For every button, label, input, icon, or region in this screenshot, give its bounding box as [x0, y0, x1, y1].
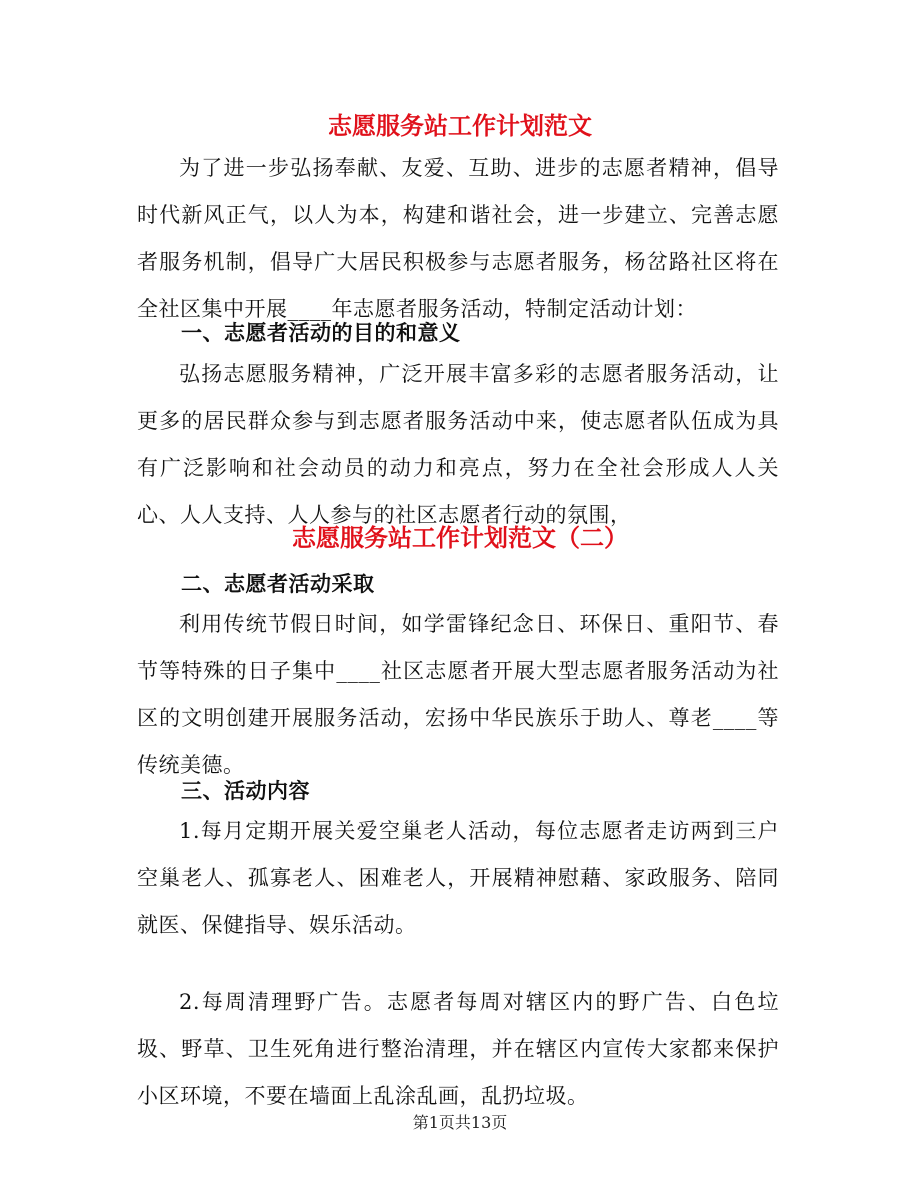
section-2-heading: 二、志愿者活动采取 [181, 571, 375, 596]
section-1-heading: 一、志愿者活动的目的和意义 [181, 320, 461, 345]
activity-item-2: 2.每周清理野广告。志愿者每周对辖区内的野广告、白色垃圾、野草、卫生死角进行整治清理，并在辖区内宣传大家都来保护小区环境，不要在墙面上乱涂乱画，乱扔垃圾。 [137, 990, 779, 1108]
activity-item-1: 1.每月定期开展关爱空巢老人活动，每位志愿者走访两到三户空巢老人、孤寡老人、困难老人，开展精神慰藉、家政服务、陪同就医、保健指导、娱乐活动。 [137, 819, 779, 937]
document-subtitle: 志愿服务站工作计划范文（二） [292, 523, 628, 552]
intro-paragraph: 为了进一步弘扬奉献、友爱、互助、进步的志愿者精神，倡导时代新风正气，以人为本，构建和谐社会，进一步建立、完善志愿者服务机制，倡导广大居民积极参与志愿者服务，杨岔路社区将在全社区集中开展____年志愿者服务活动，特制定活动计划： [137, 156, 779, 321]
page-number-footer: 第1页共13页 [412, 1113, 508, 1132]
section-3-heading: 三、活动内容 [181, 778, 310, 803]
section-2-paragraph: 利用传统节假日时间，如学雷锋纪念日、环保日、重阳节、春节等特殊的日子集中____社区志愿者开展大型志愿者服务活动为社区的文明创建开展服务活动，宏扬中华民族乐于助人、尊老____等传统美德。 [137, 612, 779, 777]
section-1-paragraph: 弘扬志愿服务精神，广泛开展丰富多彩的志愿者服务活动，让更多的居民群众参与到志愿者服务活动中来，使志愿者队伍成为具有广泛影响和社会动员的动力和亮点，努力在全社会形成人人关心、人人支持、人人参与的社区志愿者行动的氛围， [137, 362, 779, 527]
document-title: 志愿服务站工作计划范文 [328, 111, 592, 140]
